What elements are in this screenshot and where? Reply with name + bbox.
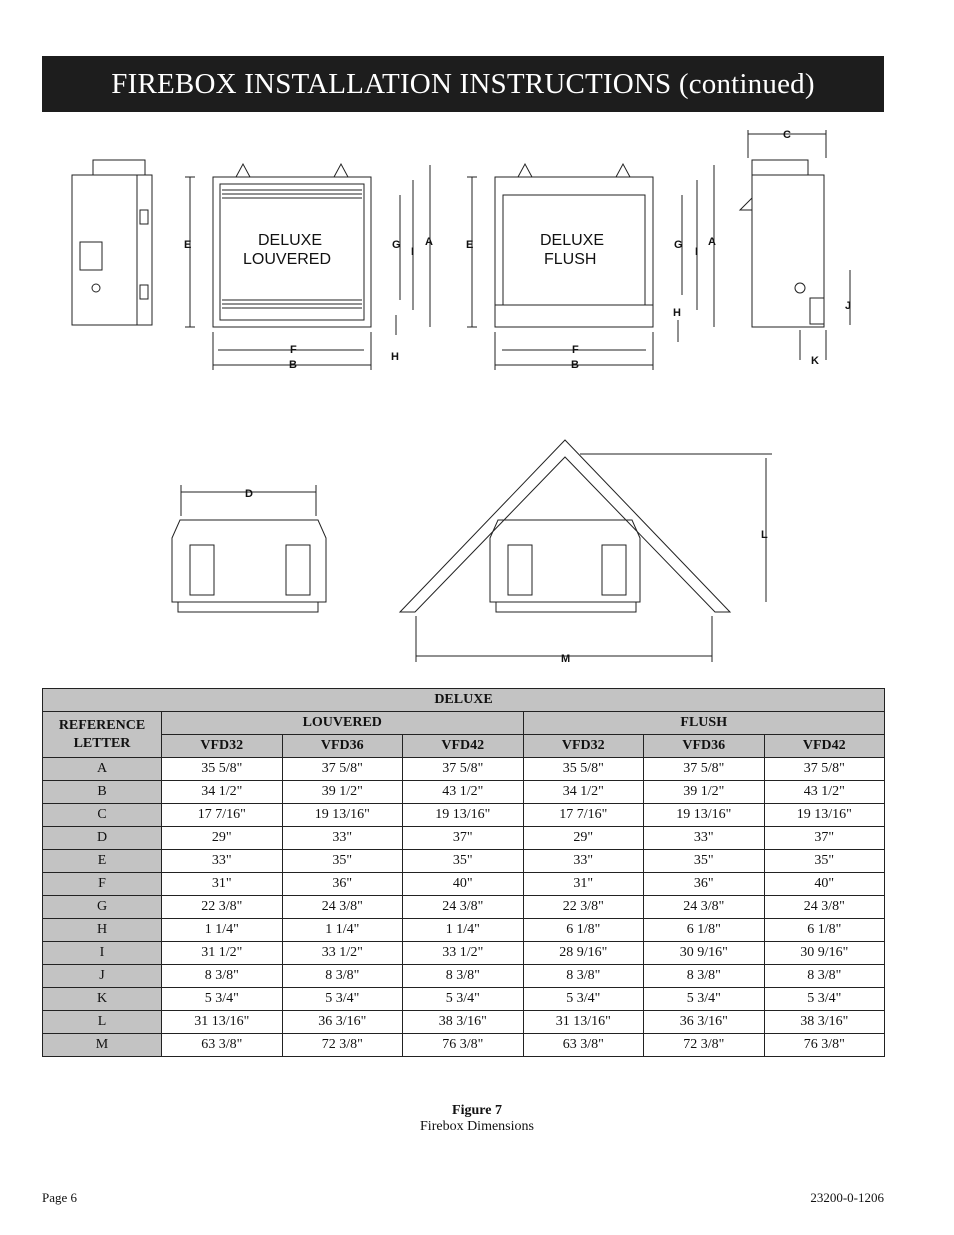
dimension-cell: 28 9/16" bbox=[523, 942, 644, 965]
reference-letter-cell: A bbox=[43, 758, 162, 781]
reference-letter-cell: F bbox=[43, 873, 162, 896]
dimension-cell: 72 3/8" bbox=[644, 1034, 765, 1057]
dimension-cell: 35" bbox=[764, 850, 885, 873]
table-body bbox=[43, 758, 885, 1057]
dimension-cell: 33" bbox=[162, 850, 283, 873]
dimension-cell: 22 3/8" bbox=[523, 896, 644, 919]
dimension-cell: 1 1/4" bbox=[282, 919, 403, 942]
table-row bbox=[43, 919, 885, 942]
dimension-cell: 36 3/16" bbox=[644, 1011, 765, 1034]
dimension-cell: 39 1/2" bbox=[282, 781, 403, 804]
model-header: VFD36 bbox=[282, 735, 403, 758]
page-title: FIREBOX INSTALLATION INSTRUCTIONS (continued) bbox=[111, 67, 815, 100]
dimension-cell: 31 13/16" bbox=[162, 1011, 283, 1034]
dim-label-h: H bbox=[673, 307, 681, 319]
reference-letter-cell: J bbox=[43, 965, 162, 988]
flush-header: FLUSH bbox=[523, 712, 885, 735]
dim-label-l: L bbox=[761, 529, 768, 541]
reference-letter-cell: C bbox=[43, 804, 162, 827]
table-row bbox=[43, 896, 885, 919]
dimensions-table bbox=[42, 688, 885, 1057]
dim-label-f: F bbox=[572, 344, 579, 356]
dimension-cell: 5 3/4" bbox=[523, 988, 644, 1011]
dim-label-b: B bbox=[289, 359, 297, 371]
page-number: Page 6 bbox=[42, 1190, 78, 1205]
table-row bbox=[43, 988, 885, 1011]
dimension-cell: 31" bbox=[162, 873, 283, 896]
dimension-cell: 33" bbox=[644, 827, 765, 850]
reference-letter-header: REFERENCE LETTER bbox=[43, 712, 162, 758]
dimension-cell: 63 3/8" bbox=[523, 1034, 644, 1057]
reference-letter-cell: E bbox=[43, 850, 162, 873]
table-row bbox=[43, 942, 885, 965]
dimension-cell: 31 13/16" bbox=[523, 1011, 644, 1034]
table-row bbox=[43, 804, 885, 827]
dimension-cell: 5 3/4" bbox=[403, 988, 524, 1011]
table-row bbox=[43, 1011, 885, 1034]
dimension-cell: 37 5/8" bbox=[644, 758, 765, 781]
dim-label-d: D bbox=[245, 488, 253, 500]
left-side-view bbox=[72, 160, 152, 325]
dim-label-a: A bbox=[425, 236, 433, 248]
dimension-cell: 19 13/16" bbox=[644, 804, 765, 827]
dim-label-i: I bbox=[695, 246, 699, 258]
dimension-cell: 6 1/8" bbox=[764, 919, 885, 942]
table-row bbox=[43, 850, 885, 873]
dimension-cell: 35 5/8" bbox=[162, 758, 283, 781]
dimension-cell: 24 3/8" bbox=[644, 896, 765, 919]
figure-number: Figure 7 bbox=[452, 1103, 502, 1118]
model-header: VFD42 bbox=[403, 735, 524, 758]
dim-label-g: G bbox=[674, 239, 683, 251]
model-header: VFD42 bbox=[764, 735, 885, 758]
firebox-dimension-drawings bbox=[0, 120, 954, 680]
dimension-cell: 36 3/16" bbox=[282, 1011, 403, 1034]
dimension-cell: 8 3/8" bbox=[523, 965, 644, 988]
dimension-cell: 5 3/4" bbox=[162, 988, 283, 1011]
dimension-cell: 72 3/8" bbox=[282, 1034, 403, 1057]
dimension-cell: 33 1/2" bbox=[282, 942, 403, 965]
dimension-cell: 40" bbox=[403, 873, 524, 896]
reference-letter-cell: D bbox=[43, 827, 162, 850]
louvered-label-line2: LOUVERED bbox=[243, 251, 332, 268]
dimension-cell: 6 1/8" bbox=[644, 919, 765, 942]
dim-label-j: J bbox=[845, 300, 852, 312]
reference-letter-cell: M bbox=[43, 1034, 162, 1057]
page-title-banner bbox=[42, 56, 884, 112]
dim-label-m: M bbox=[561, 653, 571, 665]
dimension-cell: 38 3/16" bbox=[403, 1011, 524, 1034]
dimension-cell: 5 3/4" bbox=[644, 988, 765, 1011]
table-row bbox=[43, 781, 885, 804]
dimension-cell: 30 9/16" bbox=[644, 942, 765, 965]
dimension-cell: 31" bbox=[523, 873, 644, 896]
dim-label-h: H bbox=[391, 351, 399, 363]
dimension-cell: 33" bbox=[523, 850, 644, 873]
dimension-cell: 8 3/8" bbox=[282, 965, 403, 988]
dimension-cell: 19 13/16" bbox=[403, 804, 524, 827]
dimension-cell: 8 3/8" bbox=[764, 965, 885, 988]
dimension-cell: 35" bbox=[644, 850, 765, 873]
dimension-cell: 8 3/8" bbox=[644, 965, 765, 988]
dimension-cell: 37 5/8" bbox=[764, 758, 885, 781]
dimension-cell: 43 1/2" bbox=[403, 781, 524, 804]
dimension-cell: 35" bbox=[282, 850, 403, 873]
dimension-cell: 5 3/4" bbox=[282, 988, 403, 1011]
dimension-cell: 17 7/16" bbox=[162, 804, 283, 827]
dimension-cell: 29" bbox=[523, 827, 644, 850]
table-row bbox=[43, 758, 885, 781]
dimension-cell: 35 5/8" bbox=[523, 758, 644, 781]
dim-label-c: C bbox=[783, 129, 791, 141]
reference-letter-cell: H bbox=[43, 919, 162, 942]
model-header: VFD32 bbox=[162, 735, 283, 758]
dimension-cell: 33 1/2" bbox=[403, 942, 524, 965]
dimension-cell: 22 3/8" bbox=[162, 896, 283, 919]
model-header: VFD36 bbox=[644, 735, 765, 758]
dimension-cell: 8 3/8" bbox=[162, 965, 283, 988]
dimension-cell: 19 13/16" bbox=[282, 804, 403, 827]
figure-title: Firebox Dimensions bbox=[420, 1119, 534, 1134]
deluxe-header: DELUXE bbox=[43, 689, 885, 712]
corner-view bbox=[400, 440, 772, 662]
dim-label-a: A bbox=[708, 236, 716, 248]
dimension-cell: 30 9/16" bbox=[764, 942, 885, 965]
dimension-cell: 37 5/8" bbox=[403, 758, 524, 781]
dim-label-e: E bbox=[466, 239, 474, 251]
model-header: VFD32 bbox=[523, 735, 644, 758]
right-side-view bbox=[740, 130, 850, 360]
dimension-cell: 37" bbox=[403, 827, 524, 850]
dimension-cell: 1 1/4" bbox=[162, 919, 283, 942]
dim-label-i: I bbox=[411, 246, 415, 258]
reference-letter-cell: K bbox=[43, 988, 162, 1011]
reference-letter-cell: L bbox=[43, 1011, 162, 1034]
dimension-cell: 38 3/16" bbox=[764, 1011, 885, 1034]
table-row bbox=[43, 965, 885, 988]
dimension-cell: 76 3/8" bbox=[764, 1034, 885, 1057]
figure-caption bbox=[0, 1103, 954, 1135]
dim-label-g: G bbox=[392, 239, 401, 251]
dimension-cell: 19 13/16" bbox=[764, 804, 885, 827]
dim-label-b: B bbox=[571, 359, 579, 371]
dimension-cell: 63 3/8" bbox=[162, 1034, 283, 1057]
flush-label-line2: FLUSH bbox=[544, 251, 597, 268]
table-row bbox=[43, 1034, 885, 1057]
dimension-cell: 35" bbox=[403, 850, 524, 873]
top-view bbox=[172, 485, 326, 612]
dimension-cell: 36" bbox=[644, 873, 765, 896]
dimension-cell: 5 3/4" bbox=[764, 988, 885, 1011]
dimension-cell: 34 1/2" bbox=[523, 781, 644, 804]
dimension-cell: 37" bbox=[764, 827, 885, 850]
dimension-cell: 17 7/16" bbox=[523, 804, 644, 827]
dimension-cell: 24 3/8" bbox=[282, 896, 403, 919]
dim-label-k: K bbox=[811, 355, 819, 367]
flush-label-line1: DELUXE bbox=[540, 232, 605, 249]
louvered-header: LOUVERED bbox=[162, 712, 524, 735]
louvered-label-line1: DELUXE bbox=[258, 232, 323, 249]
dimension-cell: 33" bbox=[282, 827, 403, 850]
technical-drawing bbox=[0, 120, 954, 680]
dimension-cell: 39 1/2" bbox=[644, 781, 765, 804]
dimension-cell: 36" bbox=[282, 873, 403, 896]
table-row bbox=[43, 827, 885, 850]
dimension-cell: 24 3/8" bbox=[764, 896, 885, 919]
dimension-cell: 76 3/8" bbox=[403, 1034, 524, 1057]
dimension-cell: 43 1/2" bbox=[764, 781, 885, 804]
model-header-row bbox=[43, 735, 885, 758]
dimension-cell: 6 1/8" bbox=[523, 919, 644, 942]
table-row bbox=[43, 873, 885, 896]
dimension-cell: 37 5/8" bbox=[282, 758, 403, 781]
dim-label-e: E bbox=[184, 239, 192, 251]
dimension-cell: 8 3/8" bbox=[403, 965, 524, 988]
dimension-cell: 31 1/2" bbox=[162, 942, 283, 965]
dimension-cell: 34 1/2" bbox=[162, 781, 283, 804]
dimension-cell: 24 3/8" bbox=[403, 896, 524, 919]
document-number: 23200-0-1206 bbox=[810, 1190, 884, 1205]
reference-letter-cell: B bbox=[43, 781, 162, 804]
dimension-cell: 29" bbox=[162, 827, 283, 850]
reference-letter-cell: G bbox=[43, 896, 162, 919]
dim-label-f: F bbox=[290, 344, 297, 356]
dimension-cell: 1 1/4" bbox=[403, 919, 524, 942]
dimension-cell: 40" bbox=[764, 873, 885, 896]
reference-letter-cell: I bbox=[43, 942, 162, 965]
